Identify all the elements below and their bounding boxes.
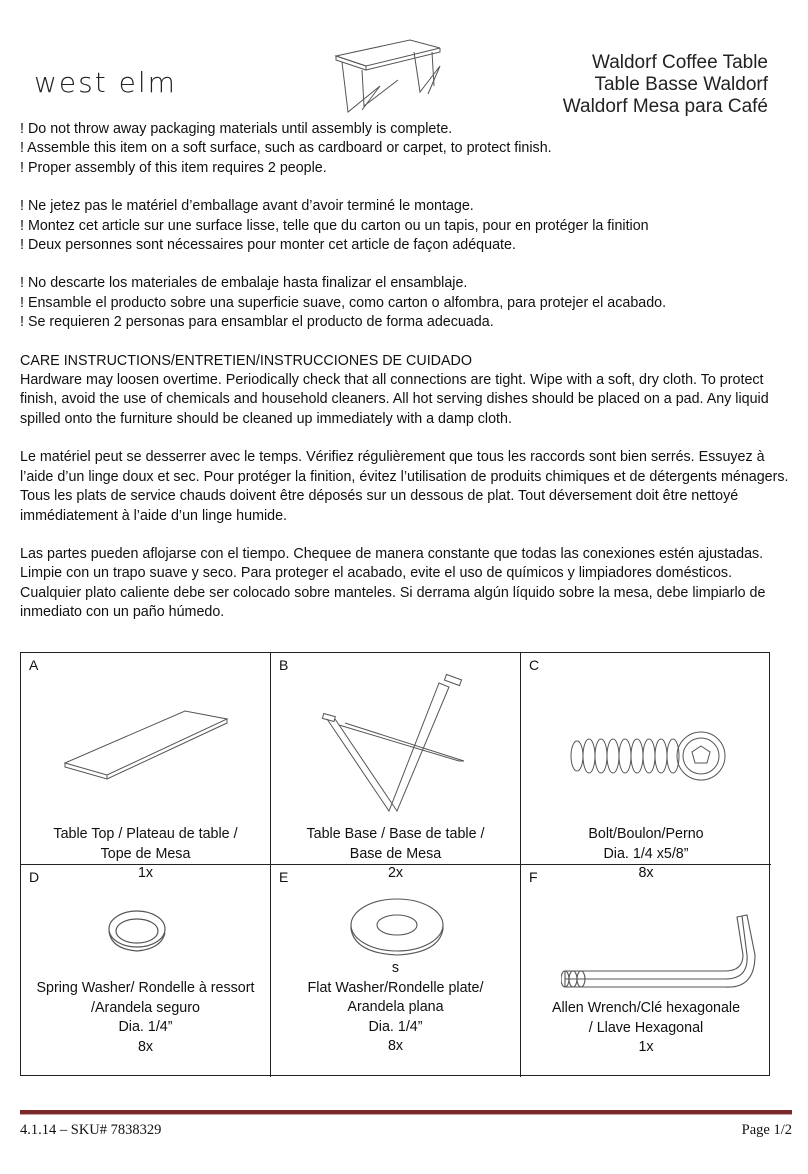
part-cell-b: [271, 653, 521, 881]
part-quantity: 8x: [638, 865, 654, 881]
part-caption-line: Tope de Mesa: [100, 845, 191, 862]
footer-divider: [20, 1110, 792, 1115]
care-text-en: Hardware may loosen overtime. Periodically check that all connections are tight. Wipe with a soft, dry cloth. To protect finish, avoid the use of chemicals and household cleaners. All hot serving dishes should be placed on a pad. Any liquid spilled onto the furniture should be cleaned up immediately with a damp cloth.: [20, 372, 769, 427]
care-text-es: Las partes pueden aflojarse con el tiempo. Chequee de manera constante que todas las conexiones estén ajustadas. Limpie con un trapo suave y seco. Para proteger el acabado, evite el uso de químicos y limpiadores domésticos. Cualquier plato caliente debe ser colocado sobre manteles. Si derrama algún líquido sobre la mesa, debe limpiarlo de inmediato con un paño húmedo.: [20, 545, 766, 621]
part-caption-line: / Llave Hexagonal: [588, 1019, 704, 1036]
part-cell-d: [21, 865, 271, 1077]
part-caption-line: Dia. 1/4”: [118, 1019, 173, 1035]
care-text-fr: Le matériel peut se desserrer avec le temps. Vérifiez régulièrement que tous les raccords sont bien serrés. Essuyez à l’aide d’un linge doux et sec. Pour protéger la finition, évitez l’utilisation de produits chimiques et de détergents ménagers. Tous les plats de service chauds doivent être déposés sur un dessous de plat. Tout déversement doit être nettoyé immédiatement à l’aide d’un linge humide.: [20, 449, 789, 524]
part-letter: D: [29, 869, 40, 885]
part-caption-line: s: [391, 960, 400, 976]
part-caption-line: Table Top / Plateau de table /: [53, 826, 238, 842]
part-caption-line: Bolt/Boulon/Perno: [588, 826, 704, 842]
title-fr: Table Basse Waldorf: [594, 74, 768, 95]
warning-fr-2: ! Montez cet article sur une surface lisse, telle que du carton ou un tapis, pour en protéger la finition: [20, 217, 649, 234]
part-quantity: 2x: [387, 865, 404, 881]
part-quantity: 8x: [387, 1038, 404, 1054]
part-caption-line: Dia. 1/4 x5/8”: [603, 845, 689, 862]
coffee-table-illustration: [328, 36, 448, 116]
warning-en-1: ! Do not throw away packaging materials until assembly is complete.: [20, 121, 453, 137]
part-quantity: 1x: [137, 865, 154, 881]
title-en: Waldorf Coffee Table: [591, 52, 768, 73]
part-letter: C: [529, 657, 540, 673]
table-base-drawing: [319, 665, 479, 815]
part-caption-line: Arandela plana: [347, 999, 444, 1015]
part-quantity: 1x: [638, 1039, 654, 1055]
flat-washer-drawing: [347, 895, 447, 965]
warning-es-3: ! Se requieren 2 personas para ensamblar el producto de forma adecuada.: [20, 314, 494, 331]
part-letter: F: [529, 869, 538, 885]
spring-washer-drawing: [105, 907, 169, 957]
part-cell-f: [521, 865, 771, 1077]
part-cell-c: [521, 653, 771, 881]
part-cell-a: [21, 653, 271, 881]
part-letter: B: [279, 657, 289, 673]
part-letter: E: [279, 869, 289, 885]
warning-fr-1: ! Ne jetez pas le matériel d’emballage avant d’avoir terminé le montage.: [20, 198, 474, 215]
footer-sku: 4.1.14 – SKU# 7838329: [20, 1122, 162, 1138]
table-top-drawing: [61, 701, 231, 801]
part-cell-e: [271, 865, 521, 1077]
footer-page-number: Page 1/2: [741, 1122, 792, 1138]
warning-en-2: ! Assemble this item on a soft surface, such as cardboard or carpet, to protect finish.: [20, 140, 552, 157]
warning-es-1: ! No descarte los materiales de embalaje hasta finalizar el ensamblaje.: [20, 275, 468, 292]
part-quantity: 8x: [137, 1038, 154, 1055]
part-caption-line: Base de Mesa: [349, 845, 442, 862]
parts-table: [20, 652, 770, 1076]
instructions-body: [20, 120, 792, 623]
care-heading: CARE INSTRUCTIONS/ENTRETIEN/INSTRUCCIONES DE CUIDADO: [20, 352, 472, 369]
part-caption-line: Allen Wrench/Clé hexagonale: [551, 1000, 741, 1016]
part-caption-line: Spring Washer/ Rondelle à ressort: [36, 980, 255, 996]
part-caption-line: Table Base / Base de table /: [306, 826, 485, 842]
allen-wrench-drawing: [561, 911, 757, 1003]
brand-logo: west elm: [34, 66, 177, 99]
document-titles: [563, 52, 768, 118]
part-caption-line: Flat Washer/Rondelle plate/: [307, 979, 484, 996]
part-caption-line: Dia. 1/4”: [368, 1018, 423, 1035]
warning-fr-3: ! Deux personnes sont nécessaires pour monter cet article de façon adéquate.: [20, 237, 516, 254]
part-letter: A: [29, 657, 39, 673]
warning-es-2: ! Ensamble el producto sobre una superficie suave, como carton o alfombra, para protejer el acabado.: [20, 294, 667, 311]
warning-en-3: ! Proper assembly of this item requires 2 people.: [20, 159, 327, 176]
part-caption-line: /Arandela seguro: [91, 999, 200, 1016]
bolt-drawing: [569, 729, 729, 783]
title-es: Waldorf Mesa para Café: [562, 96, 768, 117]
